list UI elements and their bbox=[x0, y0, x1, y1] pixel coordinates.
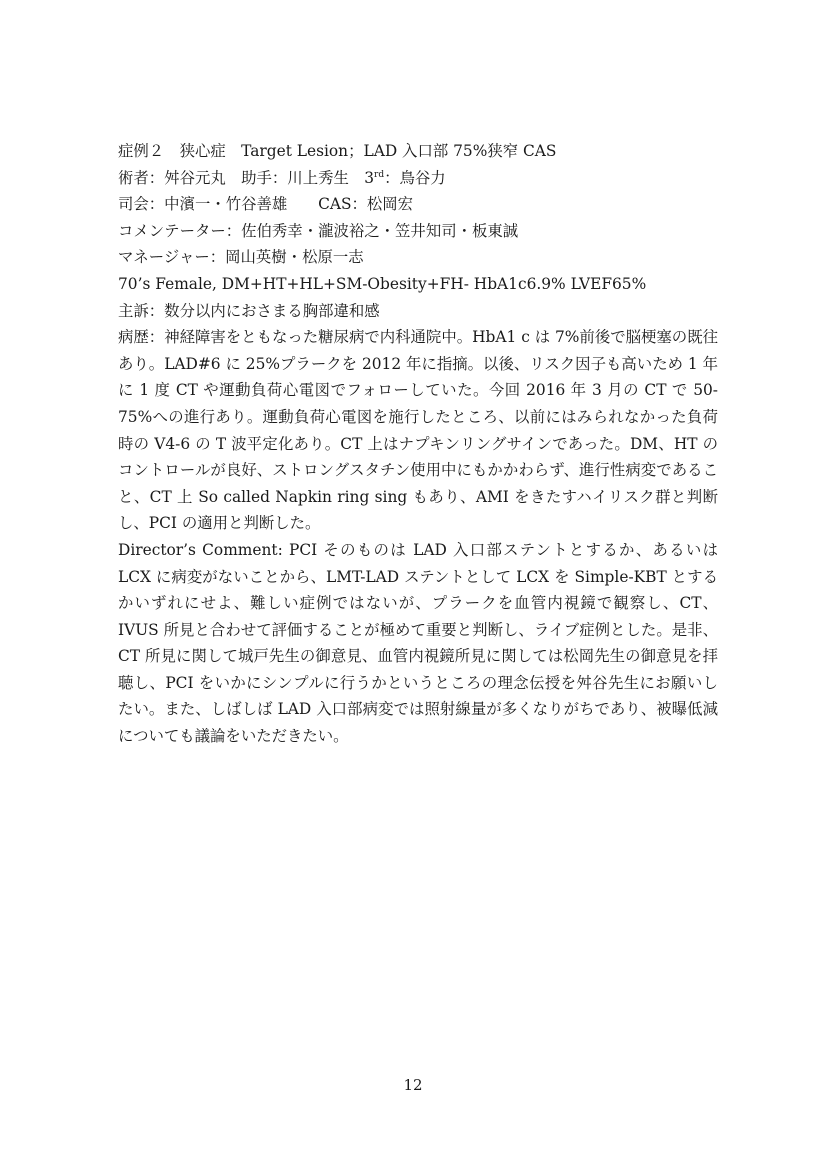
case-label: 症例２ 狭心症 Target Lesion；LAD 入口部 75%狭窄 CAS bbox=[118, 142, 557, 160]
commentators-line: コメンテーター：佐伯秀幸・瀧波裕之・笠井知司・板東誠 bbox=[118, 221, 519, 240]
operator-prefix: 術者：舛谷元丸 助手：川上秀生 3 bbox=[118, 168, 375, 187]
page-number: 12 bbox=[403, 1076, 423, 1094]
directors-comment: Director’s Comment: PCI そのものは LAD 入口部ステントとするか、あるいは LCX に病変がないことから、LMT-LAD ステントとして LCX を Simple-KBT とするかいずれにせよ、難しい症例ではないが、プラークを血管内視鏡で観察し、CT、IVUS 所見と合わせて評価することが極めて重要と判断し、ライブ症例とした。是非、CT 所見に関して城戸先生の御意見、血管内視鏡所見に関しては松岡先生の御意見を拝聴し、PCI をいかにシンプルに行うかというところの理念伝授を舛谷先生にお願いしたい。また、しばしば LAD 入口部病変では照射線量が多くなりがちであり、被曝低減についても議論をいただきたい。 bbox=[118, 540, 718, 746]
patient-summary: 70’s Female, DM+HT+HL+SM-Obesity+FH- HbA1c6.9% LVEF65% bbox=[118, 274, 647, 293]
medical-history: 病歴：神経障害をともなった糖尿病で内科通院中。HbA1 c は 7%前後で脳梗塞の既往あり。LAD#6 に 25%プラークを 2012 年に指摘。以後、リスク因子も高いため 1 年に 1 度 CT や運動負荷心電図でフォローしていた。今回 2016 年 3 月の CT で 50-75%への進行あり。運動負荷心電図を施行したところ、以前にはみられなかった負荷時の V4-6 の T 波平定化あり。CT 上はナプキンリングサインであった。DM、HT のコントロールが良好、ストロングスタチン使用中にもかかわらず、進行性病変であること、CT 上 So called Napkin ring sing もあり、AMI をきたすハイリスク群と判断し、PCI の適用と判断した。 bbox=[118, 328, 718, 533]
ordinal-superscript: rd bbox=[374, 169, 385, 180]
chief-complaint: 主訴：数分以内におさまる胸部違和感 bbox=[118, 301, 380, 320]
operator-line bbox=[118, 165, 718, 192]
managers-line: マネージャー：岡山英樹・松原一志 bbox=[118, 248, 364, 267]
case-content bbox=[118, 138, 718, 750]
operator-suffix: ：鳥谷力 bbox=[384, 168, 446, 187]
moderators-line: 司会：中濱一・竹谷善雄 CAS：松岡宏 bbox=[118, 195, 414, 214]
